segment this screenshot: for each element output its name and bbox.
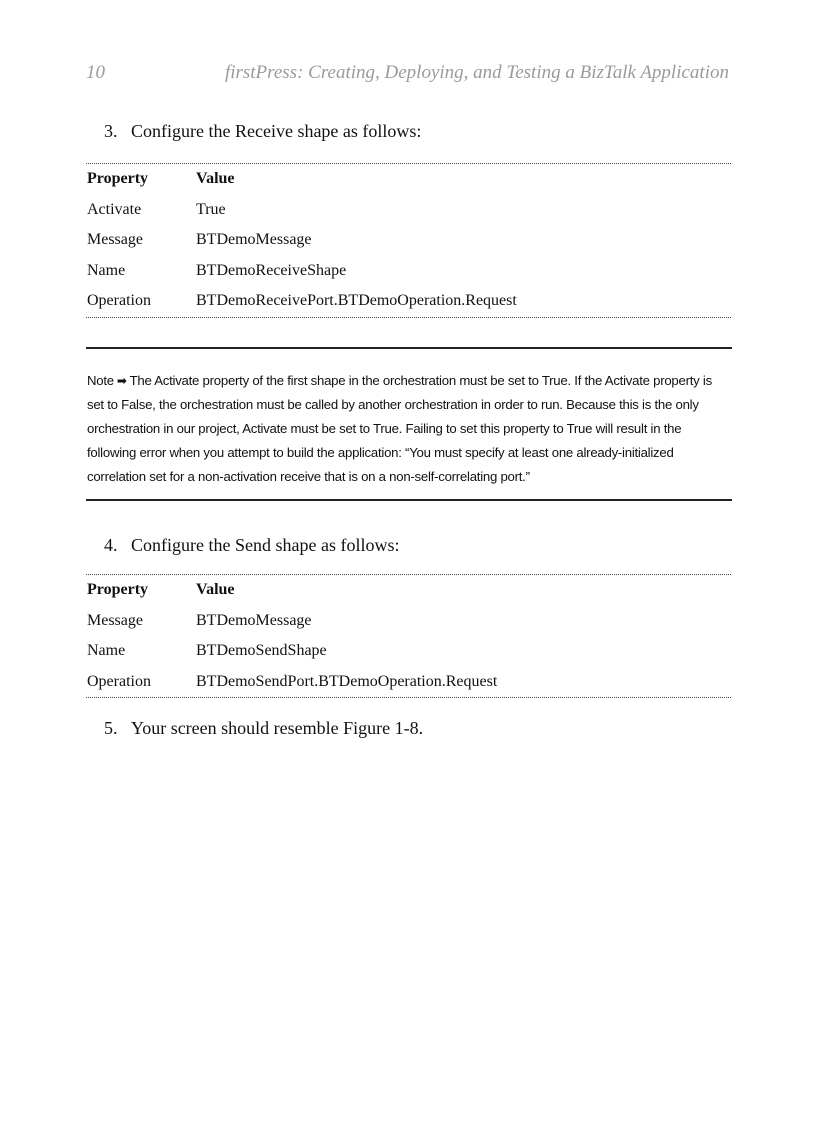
column-header-property: Property [87, 581, 149, 598]
table-row [86, 195, 731, 226]
receive-shape-table [86, 163, 731, 318]
note-box [86, 347, 732, 501]
step-number: 3. [104, 121, 118, 141]
table-header-row [86, 164, 731, 195]
step-text: Configure the Send shape as follows: [131, 535, 400, 555]
value-cell: BTDemoMessage [196, 231, 312, 248]
value-cell: BTDemoReceivePort.BTDemoOperation.Request [196, 292, 517, 309]
send-shape-table [86, 574, 731, 698]
value-cell: BTDemoReceiveShape [196, 261, 347, 279]
note-label: Note [87, 373, 114, 388]
page-number: 10 [86, 62, 105, 83]
step-3 [104, 121, 421, 142]
column-header-property: Property [87, 170, 149, 187]
table-row [86, 256, 731, 287]
step-4 [104, 535, 399, 556]
arrow-right-icon: ➡ [116, 373, 127, 388]
step-number: 5. [104, 718, 118, 738]
property-cell: Message [87, 231, 143, 248]
value-cell: BTDemoMessage [196, 611, 312, 629]
property-cell: Activate [87, 200, 142, 218]
table-row [86, 286, 731, 317]
table-row [86, 667, 731, 698]
step-number: 4. [104, 535, 118, 555]
property-cell: Name [87, 642, 126, 659]
step-5 [104, 718, 423, 739]
step-text: Configure the Receive shape as follows: [131, 121, 422, 141]
value-cell: BTDemoSendShape [196, 642, 327, 659]
table-row [86, 606, 731, 637]
page-header [86, 60, 729, 88]
note-body: The Activate property of the first shape in the orchestration must be set to True. If the Activate property is set to False, the orchestration must be called by another orchestration in order to run. Because this is the only orchestration in our project, Activate must be set to True. Failing to set this property to True will result in the following error when you attempt to build the application: “You must specify at least one already-initialized correlation set for a non-activation receive that is on a non-self-correlating port.” [87, 373, 712, 484]
value-cell: BTDemoSendPort.BTDemoOperation.Request [196, 672, 498, 690]
column-header-value: Value [196, 581, 235, 598]
value-cell: True [196, 200, 226, 218]
note-paragraph [87, 369, 731, 489]
running-title: firstPress: Creating, Deploying, and Testing a BizTalk Application [224, 62, 729, 83]
table-row [86, 636, 731, 667]
column-header-value: Value [196, 170, 235, 187]
property-cell: Message [87, 611, 143, 629]
property-cell: Operation [87, 292, 151, 309]
table-row [86, 225, 731, 256]
property-cell: Name [87, 261, 126, 279]
table-header-row [86, 575, 731, 606]
property-cell: Operation [87, 672, 151, 690]
step-text: Your screen should resemble Figure 1-8. [131, 718, 424, 738]
